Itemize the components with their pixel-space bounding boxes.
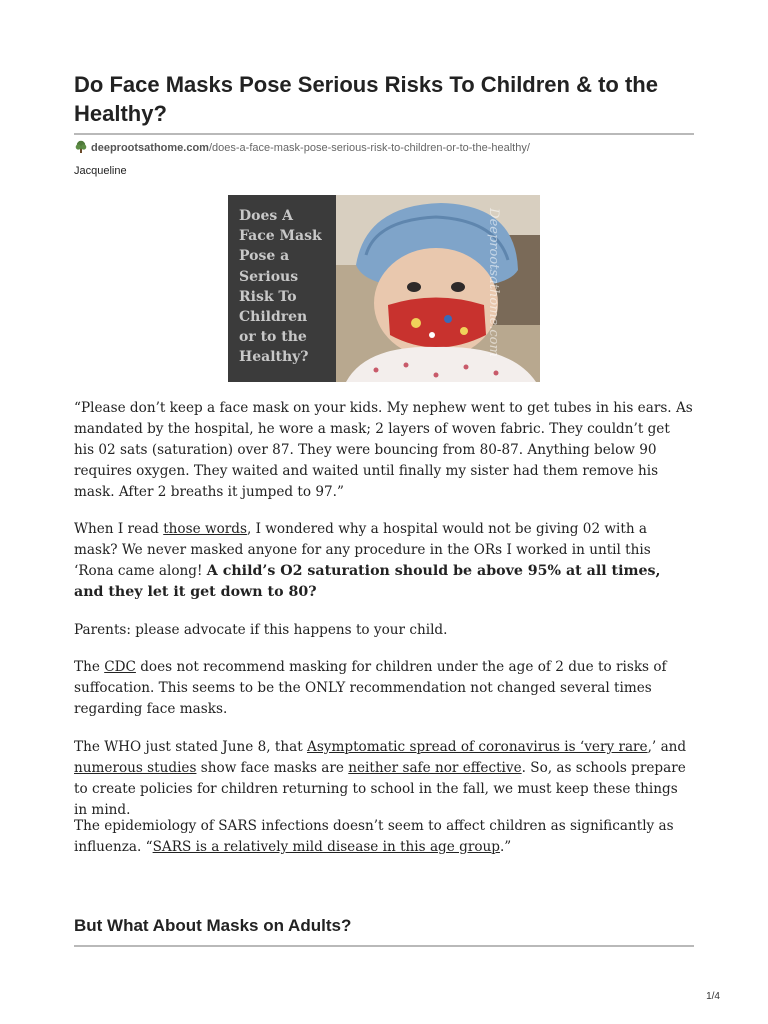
source-path: /does-a-face-mask-pose-serious-risk-to-children-or-to-the-healthy/ xyxy=(208,142,530,154)
neither-safe-link[interactable]: neither safe nor effective xyxy=(348,760,522,776)
source-line xyxy=(74,140,694,156)
text-run: does not recommend masking for children under the age of 2 due to risks of suffocation. This seems to be the ONLY recommendation not changed several times regarding face masks. xyxy=(74,659,667,717)
paragraph-who xyxy=(74,737,694,821)
author-name: Jacqueline xyxy=(74,165,127,177)
sars-link[interactable]: SARS is a relatively mild disease in this age group xyxy=(152,839,500,855)
text-run: When I read xyxy=(74,521,164,537)
paragraph-quote: “Please don’t keep a face mask on your kids. My nephew went to get tubes in his ears. As mandated by the hospital, he wore a mask; 2 layers of woven fabric. They couldn’t get his 02 sats (saturation) over 87. They were bouncing from 80-87. Anything below 90 requires oxygen. They waited and waited until finally my sister had them remove his mask. After 2 breaths it jumped to 97.” xyxy=(74,400,693,500)
text-run: The xyxy=(74,659,105,675)
text-run: , I wondered why a hospital would not be giving 02 with a mask? We never masked anyone for any procedure in the ORs I worked in until this ‘Rona came along! xyxy=(74,521,651,579)
hero-image xyxy=(228,195,540,382)
tree-icon xyxy=(74,140,88,154)
text-run: The WHO just stated June 8, that xyxy=(74,739,308,755)
hero-caption: Does A Face Mask Pose a Serious Risk To Children or to the Healthy? xyxy=(239,208,322,366)
cdc-link[interactable]: CDC xyxy=(104,659,136,675)
text-run: The epidemiology of SARS infections doesn’t seem to affect children as significantly as influenza. “ xyxy=(74,818,674,855)
paragraph-reaction xyxy=(74,519,694,603)
section-heading: But What About Masks on Adults? xyxy=(74,916,352,935)
text-run: . So, as schools prepare to create policies for children returning to school in the fall, we must keep these things in mind. xyxy=(74,760,686,818)
page-number: 1/4 xyxy=(706,991,720,1002)
text-run: show face masks are xyxy=(196,760,349,776)
article-title: Do Face Masks Pose Serious Risks To Children & to the Healthy? xyxy=(74,72,658,126)
those-words-link[interactable]: those words xyxy=(163,521,247,537)
text-run: .” xyxy=(499,839,512,855)
paragraph-advocate: Parents: please advocate if this happens to your child. xyxy=(74,622,448,638)
title-divider xyxy=(74,133,694,135)
section-divider xyxy=(74,945,694,947)
bold-statement: A child’s O2 saturation should be above 95% at all times, and they let it get down to 80? xyxy=(74,563,661,600)
text-run: ,’ and xyxy=(647,739,687,755)
hero-watermark: Deeprootsathome.com xyxy=(486,208,502,357)
child-in-mask-photo xyxy=(336,195,540,382)
source-domain: deeprootsathome.com xyxy=(91,142,209,154)
numerous-studies-link[interactable]: numerous studies xyxy=(74,760,197,776)
source-link[interactable] xyxy=(91,142,530,154)
paragraph-sars xyxy=(74,816,694,858)
asymptomatic-spread-link[interactable]: Asymptomatic spread of coronavirus is ‘very rare xyxy=(307,739,648,755)
paragraph-cdc xyxy=(74,657,694,720)
